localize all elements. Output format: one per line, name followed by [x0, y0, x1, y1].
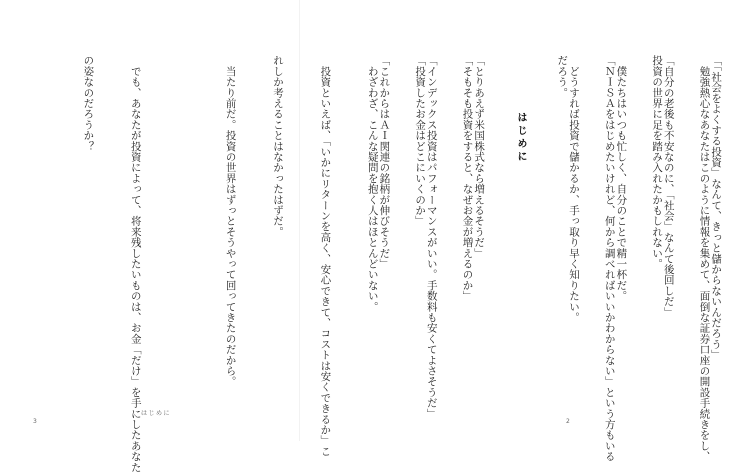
- chapter-heading: はじめに: [515, 112, 526, 164]
- left-blank-line-2: [174, 55, 190, 390]
- right-line-7: 「インデックス投資はパフォーマンスがいい。手数料も安くてよさそうだ」: [425, 55, 438, 419]
- right-line-6: 「とりあえず米国株式なら増えるそうだ」: [473, 55, 486, 259]
- right-line-1: 「「社会をよくする投資」なんて、きっと儲からないんだろう」: [710, 55, 723, 361]
- left-line-11: 当たり前だ。投資の世界はずっとそうやって回ってきたのだから。: [224, 55, 237, 387]
- left-line-1: 勉強熱心なあなたはこのように情報を集めて、面倒な証券口座の開設手続きをし、: [698, 55, 711, 462]
- right-line-2: 「自分の老後も不安なのに、「社会」なんて後回しだ」: [662, 55, 675, 318]
- left-line-9: 投資といえば、「いかにリターンを高く、安心できて、コストは安くできるか」こ: [319, 55, 332, 457]
- left-line-3: 「ＮＩＳＡをはじめたいけれど、何から調べればいいかわからない」という方もいる: [603, 55, 616, 462]
- right-line-4: どうすれば投資で儲かるか、手っ取り早く知りたい。: [567, 55, 580, 323]
- left-line-8: わざわざ、こんな疑問を抱く人はほとんどいない。: [366, 55, 379, 312]
- left-line-10: れしか考えることはなかったはずだ。: [271, 55, 284, 237]
- left-line-7: 「投資したお金はどこにいくのか」: [414, 55, 427, 227]
- left-line-13: でも、あなたが投資によって、将来残したいものは、お金「だけ」を手にしたあなた: [129, 55, 142, 472]
- running-head: はじめに: [141, 410, 172, 417]
- left-line-6: 「そもそも投資をすると、なぜお金が増えるのか」: [461, 55, 474, 302]
- right-line-3: 僕たちはいつも忙しく、自分のことで精一杯だ。: [615, 55, 628, 302]
- left-line-14: の姿なのだろうか？: [82, 55, 95, 152]
- right-line-8: 「これからはＡＩ関連の銘柄が伸びそうだ」: [378, 55, 391, 269]
- left-line-4: だろう。: [556, 55, 569, 98]
- left-blank-line-1: [506, 55, 522, 390]
- left-line-2: 投資の世界に足を踏み入れたかもしれない。: [651, 55, 664, 269]
- page-number-left: 3: [33, 418, 37, 425]
- page-number-right: 2: [566, 418, 570, 425]
